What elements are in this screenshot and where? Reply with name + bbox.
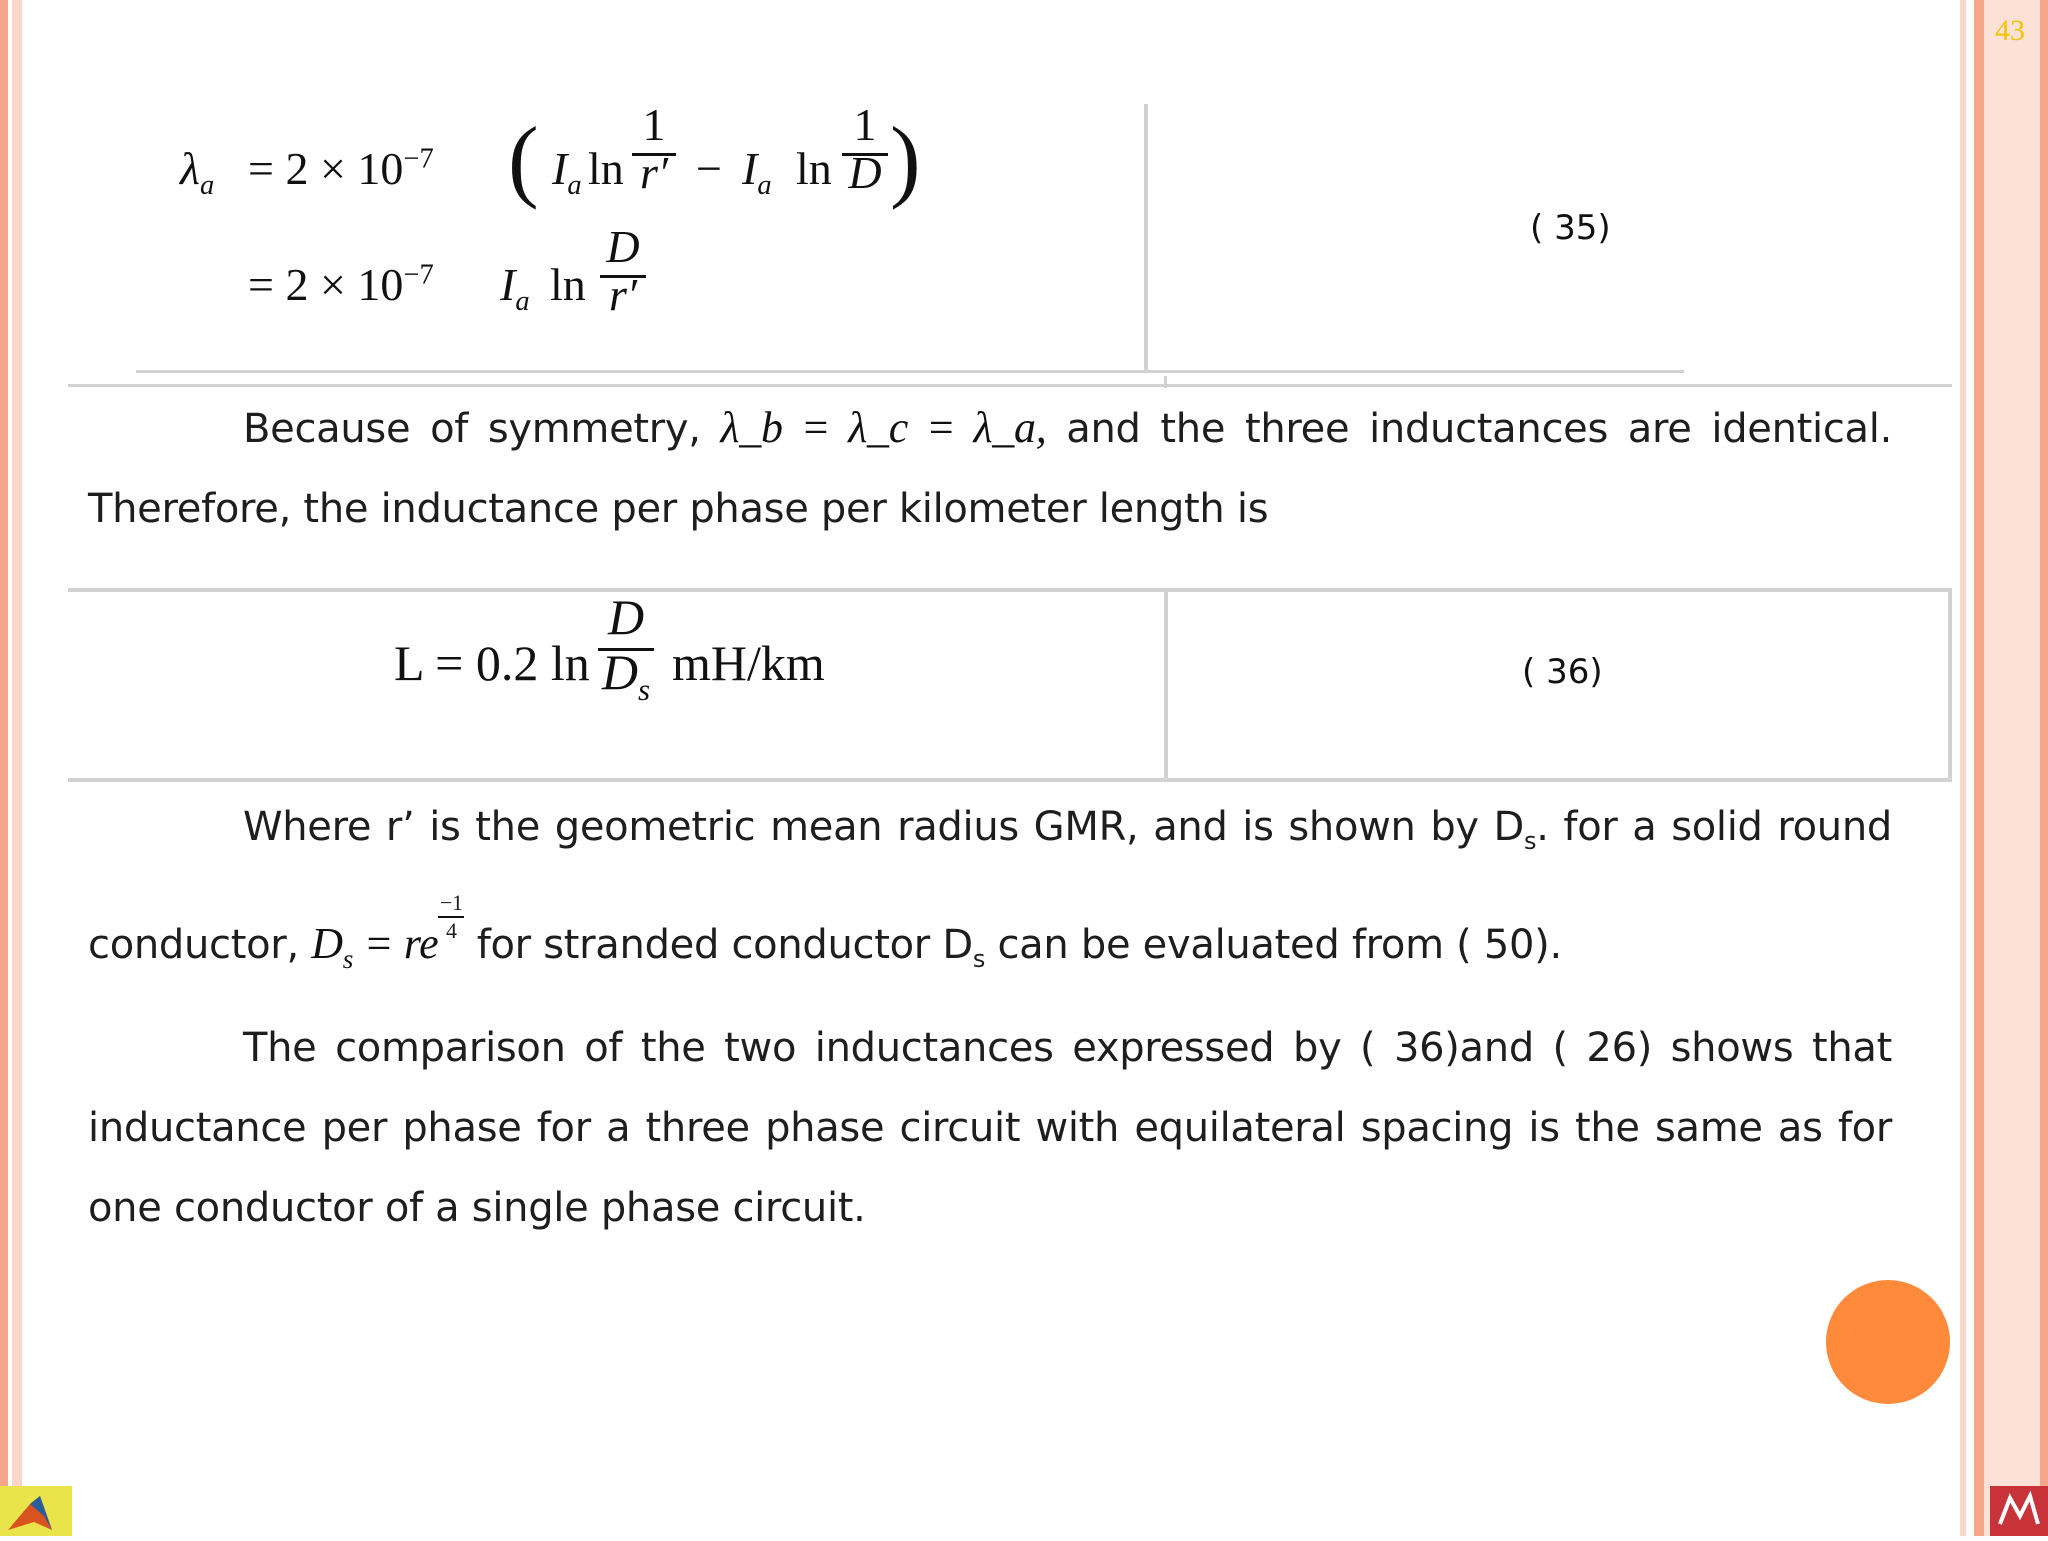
eq35-fraction-2: 1 D	[842, 98, 888, 199]
paragraph-comparison: The comparison of the two inductances expressed by ( 36)and ( 26) shows that inductance per phase for a three phase circuit with equilateral spacing is the same as for one conductor of a single phase circuit.	[88, 1025, 1892, 1231]
paragraph-symmetry: Because of symmetry, λ_b = λ_c = λ_a, and the three inductances are identical. Therefore, the inductance per phase per kilometer length is	[88, 403, 1892, 532]
eq35-current-1: $I_a$	[552, 143, 582, 202]
eq35-fraction-3: D r′	[600, 220, 646, 321]
eq35-fraction-1: 1 r′	[632, 98, 676, 199]
eq35-rule-tick	[1164, 376, 1167, 388]
eq35-rule-outer	[68, 384, 1952, 387]
university-logo-icon	[1990, 1486, 2048, 1536]
eq36-number: ( 36)	[1522, 652, 1603, 692]
left-border-outer	[0, 0, 8, 1536]
eq35-close-paren: )	[890, 108, 921, 210]
eq35-line2-prefix: = $2 \times 10^{-7}$	[248, 259, 434, 310]
left-border-inner	[12, 0, 22, 1536]
eq35-minus: −	[696, 143, 722, 194]
eq35-lhs: $\lambda_a$	[180, 143, 215, 202]
matlab-logo-icon	[0, 1486, 72, 1536]
eq35-number: ( 35)	[1530, 208, 1611, 248]
right-border-dark	[1974, 0, 1984, 1536]
eq36-fraction: D $D_s$	[598, 588, 654, 708]
eq35-current-2: $I_a$	[742, 143, 772, 202]
eq36-lhs: L = 0.2 ln	[394, 635, 590, 691]
eq35-current-3: $I_a$	[500, 259, 530, 318]
orange-circle	[1826, 1280, 1950, 1404]
right-border-thin	[1960, 0, 1966, 1536]
eq35-ln-1: ln	[588, 143, 624, 194]
paragraph-gmr: Where r’ is the geometric mean radius GMR, and is shown by $D_s$. for a solid round conductor, $D_s$ = re $\frac{-1}{4}$ for stranded conductor $D_s$ can be evaluated from ( 50).	[88, 804, 1892, 974]
eq36-units: mH/km	[672, 635, 825, 691]
eq36-right-edge	[1948, 590, 1952, 780]
right-border-edge	[2040, 0, 2048, 1536]
eq36-rule-top	[68, 588, 1952, 592]
eq35-divider-vertical	[1144, 104, 1148, 372]
page-number: 43	[1995, 14, 2025, 47]
eq35-line1-prefix: = $2 \times 10^{-7}$	[248, 143, 434, 194]
eq35-open-paren: (	[508, 108, 539, 210]
right-border-panel	[1984, 0, 2048, 1536]
eq35-rule-inner	[136, 370, 1684, 373]
eq36-divider-vertical	[1164, 590, 1168, 780]
eq35-ln-3: ln	[550, 259, 586, 310]
eq35-ln-2: ln	[796, 143, 832, 194]
